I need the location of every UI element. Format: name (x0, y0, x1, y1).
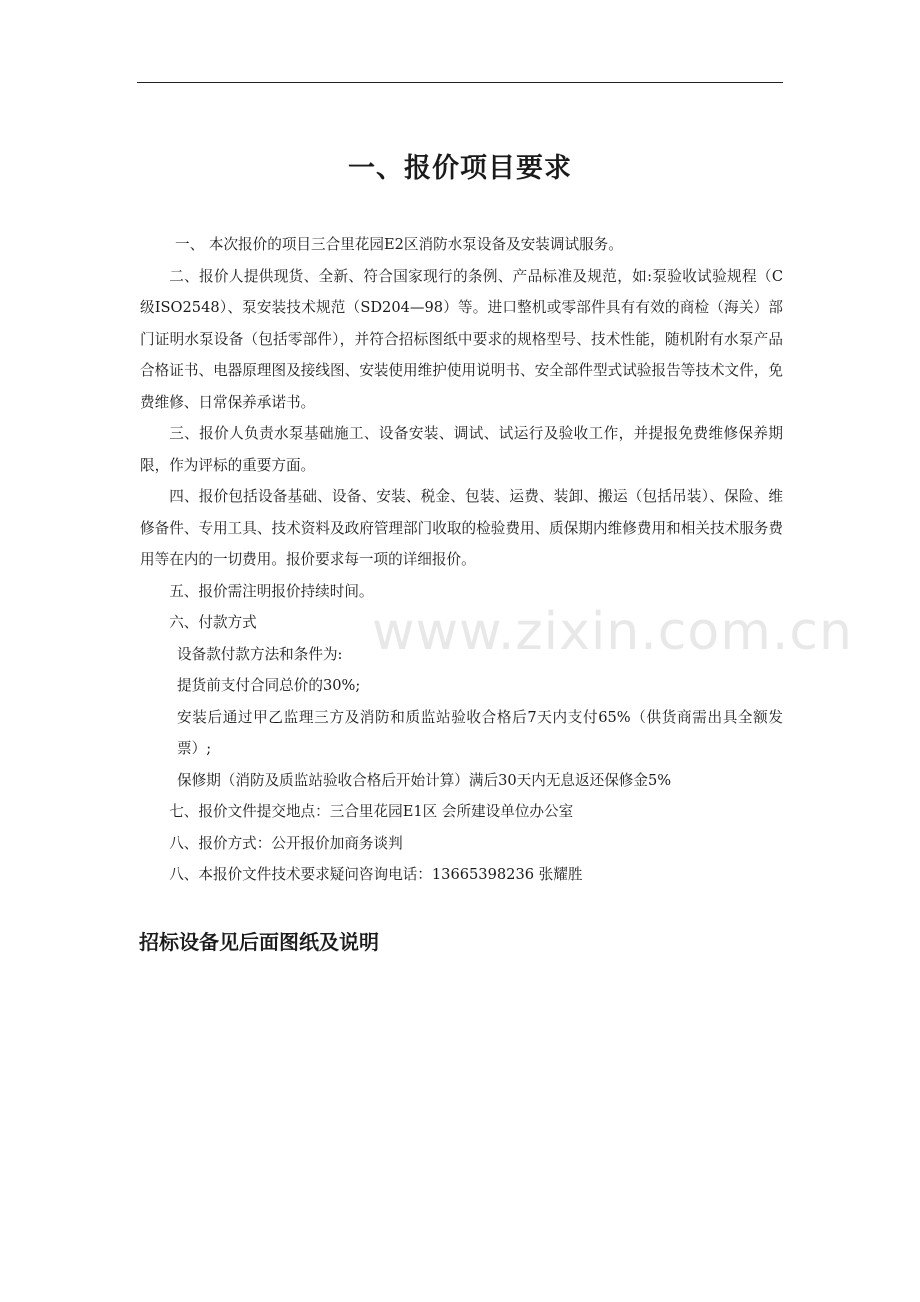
payment-term-2: 安装后通过甲乙监理三方及消防和质监站验收合格后7天内支付65%（供货商需出具全额发票）; (177, 708, 783, 757)
page-title: 一、报价项目要求 (348, 153, 572, 184)
payment-term-3: 保修期（消防及质监站验收合格后开始计算）满后30天内无息返还保修金5% (177, 771, 672, 789)
payment-intro: 设备款付款方法和条件为: (177, 645, 343, 663)
requirements-body (140, 229, 783, 891)
header-rule (137, 82, 783, 83)
requirement-3: 三、报价人负责水泵基础施工、设备安装、调试、试运行及验收工作，并提报免费维修保养期限，作为评标的重要方面。 (140, 425, 783, 474)
requirement-7: 七、报价文件提交地点：三合里花园E1区 会所建设单位办公室 (169, 803, 574, 820)
footer-heading: 招标设备见后面图纸及说明 (139, 930, 379, 954)
watermark-logo: www.zixin.com.cn (372, 602, 853, 662)
requirement-5: 五、报价需注明报价持续时间。 (169, 582, 374, 600)
requirement-8: 八、报价方式：公开报价加商务谈判 (169, 834, 403, 852)
requirement-6: 六、付款方式 (169, 614, 257, 631)
requirement-9: 八、本报价文件技术要求疑问咨询电话：13665398236 张耀胜 (169, 866, 583, 883)
requirement-4: 四、报价包括设备基础、设备、安装、税金、包装、运费、装卸、搬运（包括吊装）、保险、维修备件、专用工具、技术资料及政府管理部门收取的检验费用、质保期内维修费用和相关技术服务费用等在内的一切费用。报价要求每一项的详细报价。 (140, 488, 783, 568)
requirement-1: 一、 本次报价的项目三合里花园E2区消防水泵设备及安装调试服务。 (175, 236, 623, 253)
requirement-2: 二、报价人提供现货、全新、符合国家现行的条例、产品标准及规范，如:泵验收试验规程（C级ISO2548）、泵安装技术规范（SD204—98）等。进口整机或零部件具有有效的商检（海关）部门证明水泵设备（包括零部件），并符合招标图纸中要求的规格型号、技术性能，随机附有水泵产品合格证书、电器原理图及接线图、安装使用维护使用说明书、安全部件型式试验报告等技术文件，免费维修、日常保养承诺书。 (140, 267, 783, 411)
payment-term-1: 提货前支付合同总价的30%; (177, 677, 361, 694)
